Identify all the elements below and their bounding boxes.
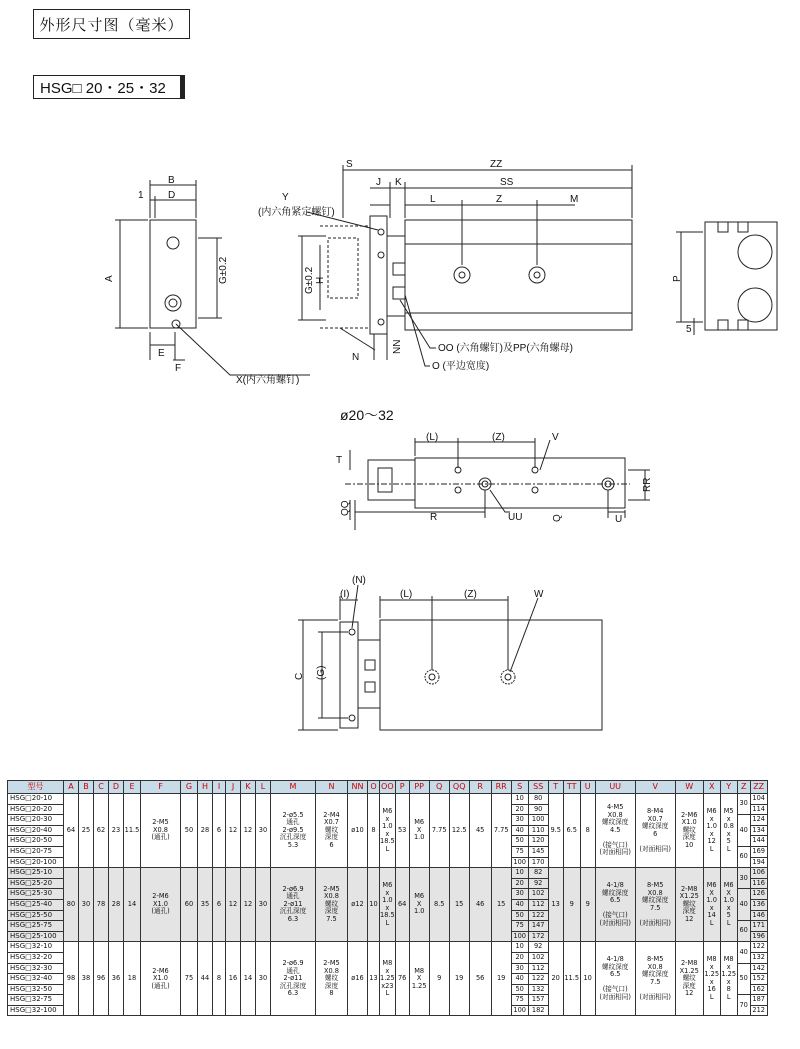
table-cell: 64	[64, 794, 79, 868]
table-cell: HSG□32-75	[8, 995, 64, 1006]
table-cell: 122	[750, 942, 767, 953]
table-cell: HSG□20-100	[8, 857, 64, 868]
table-header-14: N	[316, 781, 348, 794]
spec-table	[7, 780, 768, 1016]
end-view-body	[150, 220, 196, 328]
table-cell: 106	[750, 868, 767, 879]
table-header-2: B	[79, 781, 94, 794]
model-series-label: HSG□ 20・25・32	[33, 75, 185, 99]
table-cell: 8-M5 X0.8 螺纹深度 7.5 (对面相同)	[635, 868, 675, 942]
table-header-6: F	[141, 781, 181, 794]
table-header-1: A	[64, 781, 79, 794]
table-cell: 36	[109, 942, 124, 1016]
table-header-10: J	[226, 781, 241, 794]
table-cell: 114	[750, 804, 767, 815]
table-cell: HSG□20-40	[8, 825, 64, 836]
table-cell: 196	[750, 931, 767, 942]
table-cell: 70	[737, 995, 750, 1016]
label-i-paren: (I)	[340, 589, 350, 600]
label-1: 1	[138, 190, 144, 201]
table-cell: 40	[737, 942, 750, 963]
table-cell: HSG□25-30	[8, 889, 64, 900]
table-cell: 4-M5 X0.8 螺纹深度 4.5 (接气口) (对面相同)	[595, 794, 635, 868]
table-cell: 187	[750, 995, 767, 1006]
table-cell: 100	[511, 931, 528, 942]
table-header-23: RR	[491, 781, 511, 794]
label-n: N	[352, 352, 360, 363]
table-cell: 12.5	[449, 794, 469, 868]
table-cell: 60	[737, 921, 750, 942]
table-cell: 9.5	[548, 794, 563, 868]
table-cell: 96	[94, 942, 109, 1016]
table-cell: 64	[395, 868, 409, 942]
table-cell: 171	[750, 921, 767, 932]
table-cell: 136	[750, 899, 767, 910]
table-header-25: SS	[528, 781, 548, 794]
table-cell: 157	[528, 995, 548, 1006]
table-header-24: S	[511, 781, 528, 794]
table-cell: 144	[750, 836, 767, 847]
table-cell: 152	[750, 974, 767, 985]
table-cell: 100	[528, 815, 548, 826]
table-row	[8, 868, 768, 879]
table-cell: 2-M5 X0.8 螺纹 深度 7.5	[316, 868, 348, 942]
bottom-view-body	[380, 620, 602, 730]
label-g-tol: G±0.2	[218, 256, 229, 284]
table-cell: 2-M6 X1.0 (通孔)	[141, 868, 181, 942]
table-cell: 75	[181, 942, 198, 1016]
label-x: X(内六角螺钉)	[236, 375, 300, 386]
label-zz: ZZ	[490, 159, 503, 170]
table-header-11: K	[241, 781, 256, 794]
label-nn: NN	[392, 339, 403, 354]
label-l-paren-2: (L)	[400, 589, 413, 600]
table-header-8: H	[198, 781, 213, 794]
table-cell: HSG□20-50	[8, 836, 64, 847]
table-header-5: E	[124, 781, 141, 794]
table-cell: 30	[79, 868, 94, 942]
table-cell: 104	[750, 794, 767, 805]
label-z-paren: (Z)	[492, 432, 505, 443]
table-cell: 9	[429, 942, 449, 1016]
table-cell: M6 X 1.0 x 5 L	[720, 868, 737, 942]
table-cell: 20	[511, 878, 528, 889]
table-cell: 2-M8 X1.25 螺纹 深度 12	[675, 942, 703, 1016]
table-cell: 75	[511, 921, 528, 932]
table-cell: 16	[226, 942, 241, 1016]
table-cell: HSG□20-75	[8, 846, 64, 857]
table-row	[8, 794, 768, 805]
table-cell: 7.75	[429, 794, 449, 868]
label-u: U	[615, 514, 623, 525]
table-cell: 4-1/8 螺纹深度 6.5 (接气口) (对面相同)	[595, 942, 635, 1016]
table-cell: HSG□20-10	[8, 794, 64, 805]
table-cell: 80	[528, 794, 548, 805]
table-cell: 78	[94, 868, 109, 942]
table-cell: 11.5	[563, 942, 580, 1016]
table-cell: 50	[511, 836, 528, 847]
table-cell: M8 x 1.25 x 16 L	[703, 942, 720, 1016]
table-cell: 28	[109, 868, 124, 942]
table-cell: 122	[528, 974, 548, 985]
table-header-34: Z	[737, 781, 750, 794]
table-cell: HSG□32-10	[8, 942, 64, 953]
label-rr: RR	[642, 477, 653, 492]
table-cell: 145	[528, 846, 548, 857]
table-cell: 132	[750, 952, 767, 963]
table-cell: 62	[94, 794, 109, 868]
table-cell: 8-M4 X0.7 螺纹深度 6 (对面相同)	[635, 794, 675, 868]
table-cell: 25	[79, 794, 94, 868]
label-j: J	[376, 177, 381, 188]
table-cell: 15	[449, 868, 469, 942]
table-cell: 13	[368, 942, 380, 1016]
table-header-32: X	[703, 781, 720, 794]
bore-series-label: ø20～32	[340, 407, 394, 423]
table-header-3: C	[94, 781, 109, 794]
table-cell: 30	[737, 794, 750, 815]
label-z: Z	[496, 194, 503, 205]
table-cell: 38	[79, 942, 94, 1016]
table-header-9: I	[213, 781, 226, 794]
table-cell: 50	[737, 963, 750, 995]
label-g-paren: (G)	[316, 665, 327, 680]
table-cell: 162	[750, 984, 767, 995]
table-cell: 132	[528, 984, 548, 995]
table-cell: 112	[528, 899, 548, 910]
table-header-12: L	[256, 781, 271, 794]
table-header-33: Y	[720, 781, 737, 794]
table-cell: HSG□25-100	[8, 931, 64, 942]
table-cell: 10	[368, 868, 380, 942]
table-cell: HSG□25-20	[8, 878, 64, 889]
table-header-13: M	[271, 781, 316, 794]
table-cell: M5 x 0.8 x 5 L	[720, 794, 737, 868]
table-cell: 80	[64, 868, 79, 942]
table-cell: 100	[511, 857, 528, 868]
table-cell: 56	[469, 942, 491, 1016]
table-cell: 20	[511, 804, 528, 815]
table-cell: HSG□32-20	[8, 952, 64, 963]
table-cell: 120	[528, 836, 548, 847]
table-cell: 35	[198, 868, 213, 942]
table-cell: 12	[241, 868, 256, 942]
table-cell: 90	[528, 804, 548, 815]
table-cell: 147	[528, 921, 548, 932]
table-cell: ø16	[348, 942, 368, 1016]
top-view-body	[415, 458, 625, 508]
table-cell: 60	[181, 868, 198, 942]
table-cell: 19	[449, 942, 469, 1016]
table-cell: HSG□32-40	[8, 974, 64, 985]
table-cell: 53	[395, 794, 409, 868]
label-l-paren: (L)	[426, 432, 439, 443]
table-cell: 102	[528, 889, 548, 900]
label-g-tol-2: G±0.2	[304, 266, 315, 294]
label-n-paren: (N)	[352, 575, 366, 586]
label-y-note: (内六角紧定螺钉)	[258, 207, 335, 218]
table-header-20: Q	[429, 781, 449, 794]
table-cell: M8 X 1.25	[409, 942, 429, 1016]
label-c: C	[294, 672, 305, 680]
table-cell: 60	[737, 846, 750, 867]
table-cell: 30	[511, 963, 528, 974]
table-cell: 30	[511, 815, 528, 826]
table-cell: 12	[241, 794, 256, 868]
table-header-30: V	[635, 781, 675, 794]
label-z-paren-2: (Z)	[464, 589, 477, 600]
table-cell: 10	[511, 794, 528, 805]
table-cell: 45	[469, 794, 491, 868]
table-header-15: NN	[348, 781, 368, 794]
label-uu: UU	[508, 512, 523, 523]
table-cell: HSG□25-75	[8, 921, 64, 932]
table-cell: 116	[750, 878, 767, 889]
table-cell: 110	[528, 825, 548, 836]
table-cell: 82	[528, 868, 548, 879]
label-f: F	[175, 363, 182, 374]
table-cell: 8	[580, 794, 595, 868]
table-header-0: 型号	[8, 781, 64, 794]
label-ss: SS	[500, 177, 514, 188]
table-cell: M6 x 1.0 x 12 L	[703, 794, 720, 868]
table-cell: 30	[256, 868, 271, 942]
label-qq: QQ	[340, 500, 351, 516]
table-cell: M6 x 1.0 x 18.5 L	[380, 868, 396, 942]
table-cell: 122	[528, 910, 548, 921]
table-cell: 50	[511, 910, 528, 921]
table-cell: 10	[580, 942, 595, 1016]
table-cell: HSG□32-100	[8, 1005, 64, 1016]
table-cell: 2-ø6.9 通孔 2-ø11 沉孔深度 6.3	[271, 942, 316, 1016]
table-cell: 18	[124, 942, 141, 1016]
table-cell: 23	[109, 794, 124, 868]
table-cell: 212	[750, 1005, 767, 1016]
table-cell: 10	[511, 868, 528, 879]
table-cell: 20	[511, 952, 528, 963]
label-o: O (平边宽度)	[432, 361, 490, 372]
table-cell: 40	[511, 825, 528, 836]
table-cell: 134	[750, 825, 767, 836]
table-header-28: U	[580, 781, 595, 794]
table-cell: 9	[563, 868, 580, 942]
table-cell: M6 X 1.0	[409, 794, 429, 868]
table-header-29: UU	[595, 781, 635, 794]
table-header-7: G	[181, 781, 198, 794]
table-cell: HSG□20-30	[8, 815, 64, 826]
table-cell: 2-M6 X1.0 (通孔)	[141, 942, 181, 1016]
table-cell: 15	[491, 868, 511, 942]
table-cell: 6	[213, 794, 226, 868]
table-cell: 40	[737, 889, 750, 921]
table-cell: 30	[737, 868, 750, 889]
table-cell: 8	[213, 942, 226, 1016]
table-cell: 20	[548, 942, 563, 1016]
table-cell: 30	[256, 942, 271, 1016]
table-cell: 98	[64, 942, 79, 1016]
table-cell: 112	[528, 963, 548, 974]
table-cell: 100	[511, 1005, 528, 1016]
table-cell: 14	[241, 942, 256, 1016]
label-t: T	[336, 455, 343, 466]
table-cell: 9	[580, 868, 595, 942]
table-cell: M8 x 1.25 x 8 L	[720, 942, 737, 1016]
table-cell: 30	[511, 889, 528, 900]
table-header-18: P	[395, 781, 409, 794]
table-cell: 8.5	[429, 868, 449, 942]
page-title: 外形尺寸图（毫米）	[33, 9, 190, 39]
table-cell: 11.5	[124, 794, 141, 868]
label-y: Y	[282, 192, 289, 203]
table-cell: 50	[181, 794, 198, 868]
table-header-21: QQ	[449, 781, 469, 794]
table-header-4: D	[109, 781, 124, 794]
table-cell: 4-1/8 螺纹深度 6.5 (接气口) (对面相同)	[595, 868, 635, 942]
table-header-17: OO	[380, 781, 396, 794]
table-cell: 50	[511, 984, 528, 995]
table-cell: 7.75	[491, 794, 511, 868]
table-cell: 2-ø5.5 通孔 2-ø9.5 沉孔深度 5.3	[271, 794, 316, 868]
table-header-26: T	[548, 781, 563, 794]
table-cell: 46	[469, 868, 491, 942]
table-cell: M6 X 1.0 x 14 L	[703, 868, 720, 942]
table-cell: HSG□25-40	[8, 899, 64, 910]
label-q: Q	[552, 514, 563, 522]
table-cell: 40	[511, 974, 528, 985]
label-r: R	[430, 512, 438, 523]
table-cell: 40	[511, 899, 528, 910]
table-header-22: R	[469, 781, 491, 794]
label-oo-pp: OO (六角螺钉)及PP(六角螺母)	[438, 343, 573, 354]
table-cell: ø10	[348, 794, 368, 868]
table-cell: 126	[750, 889, 767, 900]
table-header-31: W	[675, 781, 703, 794]
label-p: P	[672, 275, 683, 282]
table-cell: 142	[750, 963, 767, 974]
label-a: A	[104, 275, 115, 282]
table-cell: 75	[511, 846, 528, 857]
table-cell: 12	[226, 868, 241, 942]
table-cell: 170	[528, 857, 548, 868]
table-cell: HSG□25-10	[8, 868, 64, 879]
table-cell: 44	[198, 942, 213, 1016]
table-cell: 75	[511, 995, 528, 1006]
table-cell: 19	[491, 942, 511, 1016]
table-header-27: TT	[563, 781, 580, 794]
table-cell: 12	[226, 794, 241, 868]
table-cell: 8-M5 X0.8 螺纹深度 7.5 (对面相同)	[635, 942, 675, 1016]
table-cell: 2-ø6.9 通孔 2-ø11 沉孔深度 6.3	[271, 868, 316, 942]
table-header-16: O	[368, 781, 380, 794]
table-cell: 6	[213, 868, 226, 942]
table-cell: 2-M6 X1.0 螺纹 深度 10	[675, 794, 703, 868]
table-cell: 6.5	[563, 794, 580, 868]
label-m: M	[570, 194, 579, 205]
table-cell: 2-M4 X0.7 螺纹 深度 6	[316, 794, 348, 868]
table-cell: 8	[368, 794, 380, 868]
table-cell: 102	[528, 952, 548, 963]
table-cell: HSG□32-50	[8, 984, 64, 995]
table-cell: 10	[511, 942, 528, 953]
table-cell: 92	[528, 942, 548, 953]
label-w: W	[534, 589, 544, 600]
table-cell: 146	[750, 910, 767, 921]
table-cell: 40	[737, 815, 750, 847]
label-h: H	[315, 276, 326, 284]
table-cell: 92	[528, 878, 548, 889]
table-header-35: ZZ	[750, 781, 767, 794]
label-d: D	[168, 190, 176, 201]
table-cell: 2-M8 X1.25 螺纹 深度 12	[675, 868, 703, 942]
table-cell: 2-M5 X0.8 (通孔)	[141, 794, 181, 868]
label-v: V	[552, 432, 559, 443]
label-5: 5	[686, 324, 692, 335]
table-cell: 13	[548, 868, 563, 942]
label-k: K	[395, 177, 402, 188]
table-row	[8, 942, 768, 953]
table-cell: 2-M5 X0.8 螺纹 深度 8	[316, 942, 348, 1016]
label-l: L	[430, 194, 436, 205]
table-cell: HSG□25-50	[8, 910, 64, 921]
table-cell: 182	[528, 1005, 548, 1016]
table-cell: HSG□20-20	[8, 804, 64, 815]
table-cell: 194	[750, 857, 767, 868]
table-cell: M6 x 1.0 x 18.5 L	[380, 794, 396, 868]
table-cell: 76	[395, 942, 409, 1016]
table-cell: 14	[124, 868, 141, 942]
table-cell: 124	[750, 815, 767, 826]
table-cell: M6 X 1.0	[409, 868, 429, 942]
table-cell: 28	[198, 794, 213, 868]
table-cell: 30	[256, 794, 271, 868]
table-header-19: PP	[409, 781, 429, 794]
table-cell: 172	[528, 931, 548, 942]
table-cell: 169	[750, 846, 767, 857]
table-header-row	[8, 781, 768, 794]
table-cell: ø12	[348, 868, 368, 942]
table-cell: HSG□32-30	[8, 963, 64, 974]
label-s: S	[346, 159, 353, 170]
label-e: E	[158, 348, 165, 359]
table-cell: M8 x 1.25 x23 L	[380, 942, 396, 1016]
label-b: B	[168, 175, 175, 186]
